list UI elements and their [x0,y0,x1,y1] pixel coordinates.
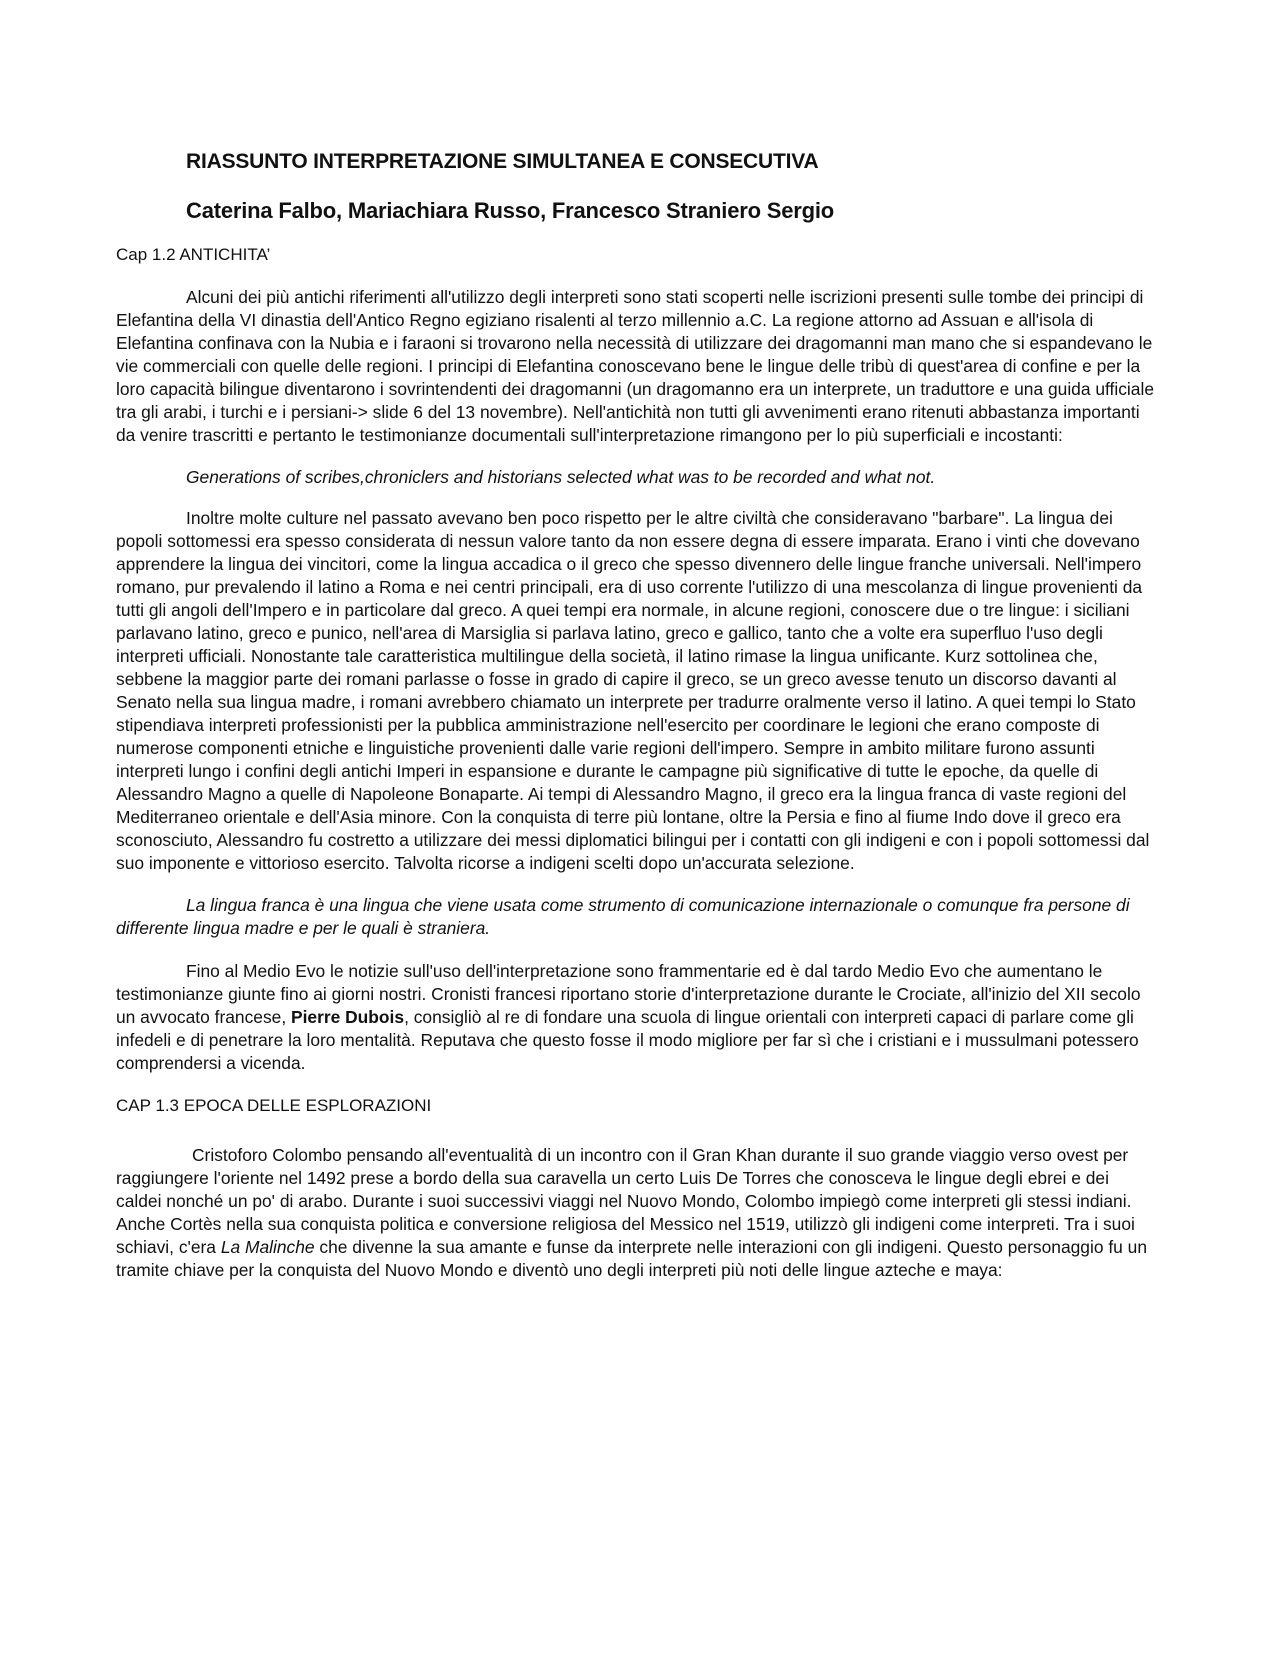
paragraph-colombo-text-end: che divenne la sua amante e funse da interprete nelle interazioni con gli indigeni. Questo personaggio fu un tramite chiave per la conquista del Nuovo Mondo e diventò uno degli interpreti più noti delle lingue azteche e maya: [116,1237,1148,1280]
document-title: RIASSUNTO INTERPRETAZIONE SIMULTANEA E CONSECUTIVA [186,150,819,173]
italic-la-malinche: La Malinche [220,1237,315,1257]
paragraph-medio-evo-text-end: , consigliò al re di fondare una scuola di lingue orientali con interpreti capaci di parlare come gli infedeli e di penetrare la loro mentalità. Reputava che questo fosse il modo migliore per far sì che i cristiani e i mussulmani potessero comprendersi a vicenda. [116,1007,1139,1073]
paragraph-medio-evo [116,960,1156,1075]
paragraph-medio-evo-text-start: Fino al Medio Evo le notizie sull'uso dell'interpretazione sono frammentarie ed è dal tardo Medio Evo che aumentano le testimonianze giunte fino ai giorni nostri. Cronisti francesi riportano storie d'interpretazione durante le Crociate, all'inizio del XII secolo un avvocato francese, [116,961,1141,1027]
paragraph-colombo [116,1144,1156,1282]
quote-scribes: Generations of scribes,chroniclers and historians selected what was to be recorded and what not. [186,467,936,487]
paragraph-culture-barbare: Inoltre molte culture nel passato avevano ben poco rispetto per le altre civiltà che consideravano "barbare". La lingua dei popoli sottomessi era spesso considerata di nessun valore tanto da non essere degna di essere imparata. Erano i vinti che dovevano apprendere la lingua dei vincitori, come la lingua accadica o il greco che spesso divennero delle lingue franche universali. Nell'impero romano, pur prevalendo il latino a Roma e nei centri principali, era di uso corrente l'utilizzo di una mescolanza di lingue provenienti da tutti gli angoli dell'Impero e in particolare dal greco. A quei tempi era normale, in alcune regioni, conoscere due o tre lingue: i siciliani parlavano latino, greco e punico, nell'area di Marsiglia si parlava latino, greco e gallico, tanto che a volte era superfluo l'uso degli interpreti ufficiali. Nonostante tale caratteristica multilingue della società, il latino rimase la lingua unificante. Kurz sottolinea che, sebbene la maggior parte dei romani parlasse o fosse in grado di capire il greco, se un greco avesse tenuto un discorso davanti al Senato nella sua lingua madre, i romani avrebbero chiamato un interprete per tradurre oralmente verso il latino. A quei tempi lo Stato stipendiava interpreti professionisti per la pubblica amministrazione nell'esercito per coordinare le legioni che erano composte di numerose componenti etniche e linguistiche provenienti dalle varie regioni dell'impero. Sempre in ambito militare furono assunti interpreti lungo i confini degli antichi Imperi in espansione e durante le campagne più significative di tutte le epoche, da quelle di Alessandro Magno a quelle di Napoleone Bonaparte. Ai tempi di Alessandro Magno, il greco era la lingua franca di vaste regioni del Mediterraneo orientale e dell'Asia minore. Con la conquista di terre più lontane, oltre la Persia e fino al fiume Indo dove il greco era sconosciuto, Alessandro fu costretto a utilizzare dei messi diplomatici bilingui per i contatti con gli indigeni e con i popoli sottomessi dal suo imponente e vittorioso esercito. Talvolta ricorse a indigeni scelti dopo un'accurata selezione. [116,508,1150,873]
bold-name-pierre-dubois: Pierre Dubois [290,1007,405,1027]
document-authors: Caterina Falbo, Mariachiara Russo, Francesco Straniero Sergio [186,198,835,223]
document-page [116,148,1156,1282]
quote-lingua-franca: La lingua franca è una lingua che viene usata come strumento di comunicazione internazionale o comunque fra persone di differente lingua madre e per le quali è straniera. [116,895,1130,938]
paragraph-elefantina: Alcuni dei più antichi riferimenti all'utilizzo degli interpreti sono stati scoperti nelle iscrizioni presenti sulle tombe dei principi di Elefantina della VI dinastia dell'Antico Regno egiziano risalenti al terzo millennio a.C. La regione attorno ad Assuan e all'isola di Elefantina confinava con la Nubia e i faraoni si trovarono nella necessità di utilizzare dei dragomanni man mano che si espandevano le vie commerciali con quelle delle regioni. I principi di Elefantina conoscevano bene le lingue delle tribù di quest'area di confine e per la loro capacità bilingue diventarono i sovrintendenti dei dragomanni (un dragomanno era un interprete, un traduttore e una guida ufficiale tra gli arabi, i turchi e i persiani-> slide 6 del 13 novembre). Nell'antichità non tutti gli avvenimenti erano ritenuti abbastanza importanti da venire trascritti e pertanto le testimonianze documentali sull'interpretazione rimangono per lo più superficiali e incostanti: [116,287,1155,445]
paragraph-colombo-text-start: Cristoforo Colombo pensando all'eventualità di un incontro con il Gran Khan durante il suo grande viaggio verso ovest per raggiungere l'oriente nel 1492 prese a bordo della sua caravella un certo Luis De Torres che conosceva le lingue degli ebrei e dei caldei nonché un po' di arabo. Durante i suoi successivi viaggi nel Nuovo Mondo, Colombo impiegò come interpreti gli stessi indiani. Anche Cortès nella sua conquista politica e conversione religiosa del Messico nel 1519, utilizzò gli indigeni come interpreti. Tra i suoi schiavi, c'era [116,1145,1135,1257]
section-heading-antichita: Cap 1.2 ANTICHITA’ [116,245,271,264]
section-heading-esplorazioni: CAP 1.3 EPOCA DELLE ESPLORAZIONI [116,1096,432,1115]
